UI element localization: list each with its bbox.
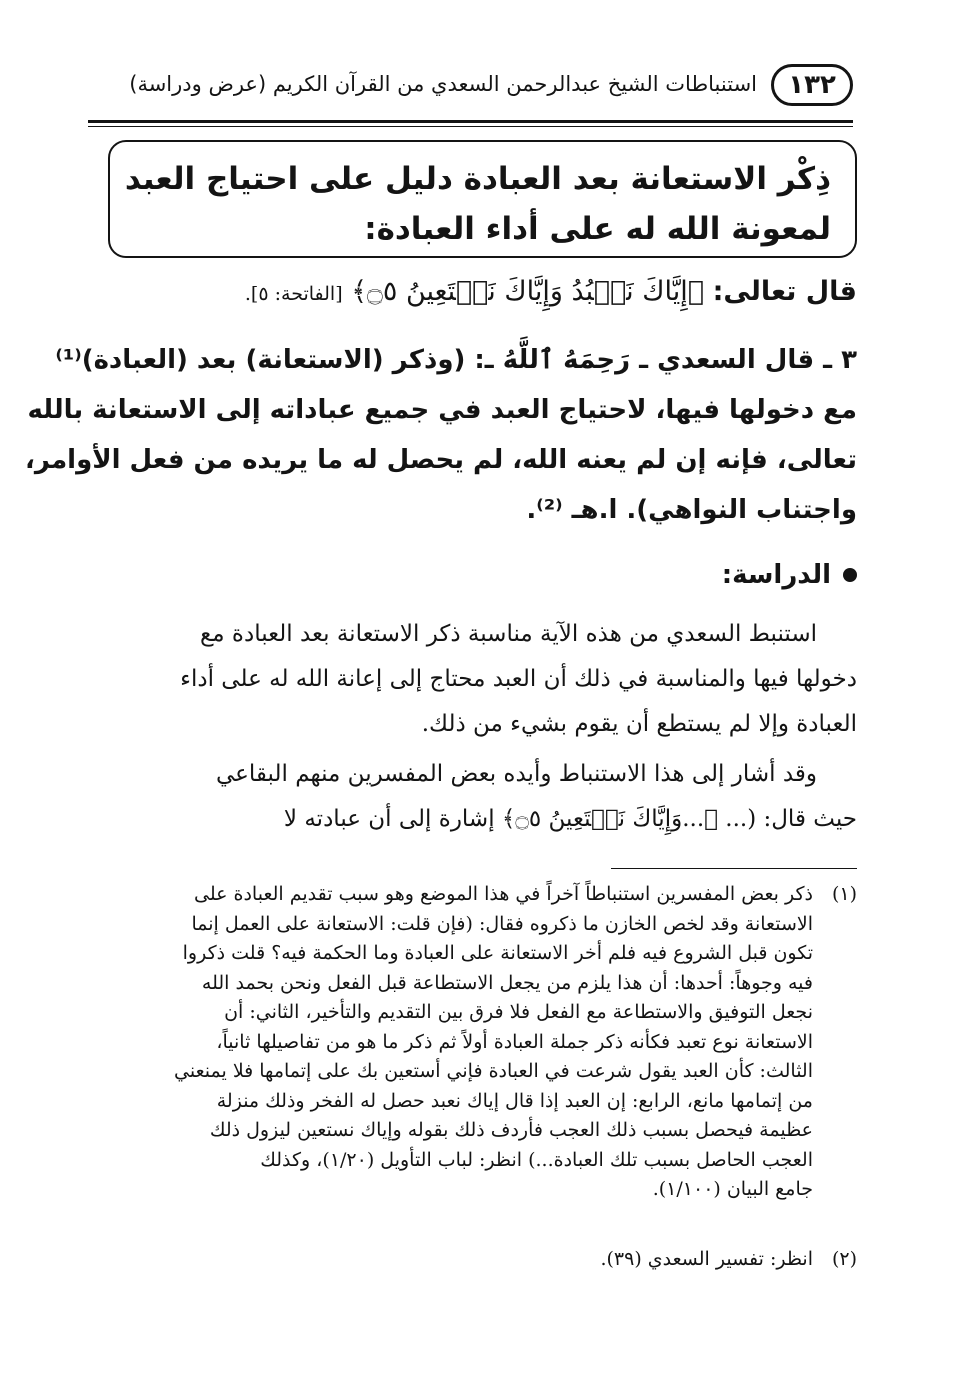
footnote-line: العجب الحاصل بسبب تلك العبادة...) انظر: لباب التأويل (١/٢٠)، وكذلك (260, 1148, 813, 1171)
footnote-2 (100, 1245, 857, 1275)
quote-line: واجتناب النواهي). ا.هـ ⁽²⁾. (526, 495, 857, 525)
running-title: استنباطات الشيخ عبدالرحمن السعدي من القرآن الكريم (عرض ودراسة) (129, 72, 757, 96)
footnote-line: فيه وجوهاً: أحدها: أن هذا يلزم من يجعل الاستطاعة قبل الفعل ونحن بحمد الله (201, 971, 813, 994)
study-heading-text: الدراسة: (721, 560, 831, 590)
section-title-line-2: لمعونة الله له على أداء العبادة: (364, 211, 831, 247)
verse-line (100, 272, 857, 314)
study-paragraph-1 (100, 612, 857, 747)
paragraph-line: وقد أشار إلى هذا الاستنباط وأيده بعض المفسرين منهم البقاعي (216, 761, 817, 787)
header-rule-thin (88, 126, 853, 127)
footnote-line: نجعل التوفيق والاستطاعة مع الفعل فلا فرق بين التقديم والتأخير، الثاني: أن (224, 1001, 813, 1023)
footnote-number: (٢) (831, 1248, 857, 1270)
footnote-line: جامع البيان (١/١٠٠). (652, 1178, 813, 1200)
footnote-line: ذكر بعض المفسرين استنباطاً آخراً في هذا الموضع وهو سبب تقديم العبادة على (194, 883, 813, 905)
quote-line: ٣ ـ قال السعدي ـ رَحِمَهُ ٱللَّهُ ـ: (وذكر (الاستعانة) بعد (العبادة)⁽¹⁾ (55, 345, 857, 375)
saadi-quote (25, 335, 857, 535)
page-header (88, 60, 853, 116)
footnote-separator (611, 868, 857, 869)
quote-line: تعالى، فإنه إن لم يعنه الله، لم يحصل له ما يريده من فعل الأوامر، (25, 445, 857, 475)
study-heading (722, 560, 857, 590)
paragraph-line: حيث قال: (... ﴿...وَإِيَّاكَ نَسۡتَعِينُ ۝٥﴾ إشارة إلى أن عبادته لا (283, 806, 857, 832)
page-number-badge: ١٣٢ (771, 64, 853, 106)
study-paragraph-2 (100, 752, 857, 842)
footnote-line: تكون قبل الشروع فيه فلم أخر الاستعانة على العبادة وما الحكمة فيه؟ قلت ذكروا (182, 942, 813, 964)
verse-intro: قال تعالى: (712, 276, 857, 307)
footnote-line: عظيمة فيحصل بسبب ذلك العجب فأردف ذلك بقوله وإياك نستعين ليزول ذلك (209, 1119, 813, 1141)
verse-text: ﴿إِيَّاكَ نَعۡبُدُ وَإِيَّاكَ نَسۡتَعِينُ ۝٥﴾ (351, 276, 704, 307)
footnote-line: انظر: تفسير السعدي (٣٩). (600, 1248, 813, 1270)
quote-line: مع دخولها فيها، لاحتياج العبد في جميع عباداته إلى الاستعانة بالله (27, 395, 857, 425)
bullet-icon (843, 568, 857, 582)
footnote-number: (١) (831, 883, 857, 905)
section-title-line-1: ذِكْر الاستعانة بعد العبادة دليل على احتياج العبد (124, 161, 831, 197)
section-title-box (108, 140, 857, 258)
footnote-line: الاستعانة وقد لخص الخازن ما ذكروه فقال: (فإن قلت: الاستعانة على العمل إنما (191, 912, 813, 935)
footnote-line: الثالث: كأن العبد يقول شرعت في العبادة فإني أستعين بك على إتمامها فلا يمنعني (174, 1060, 813, 1082)
paragraph-line: العبادة وإلا لم يستطع أن يقوم بشيء من ذلك. (421, 711, 857, 737)
verse-reference: [الفاتحة: ٥]. (244, 283, 343, 305)
paragraph-line: استنبط السعدي من هذه الآية مناسبة ذكر الاستعانة بعد العبادة مع (200, 621, 817, 647)
paragraph-line: دخولها فيها والمناسبة في ذلك أن العبد محتاج إلى إعانة الله له على أداء (180, 666, 857, 692)
footnote-1 (100, 880, 857, 1205)
footnote-line: من إتمامها مانع، الرابع: إن العبد إذا قال إياك نعبد حصل له الفخر وذلك منزلة (216, 1089, 813, 1112)
header-rule-thick (88, 120, 853, 123)
footnote-line: الاستعانة نوع تعبد فكأنه ذكر جملة العبادة أولاً ثم ذكر ما هو من تفاصيلها ثانياً، (216, 1030, 813, 1053)
